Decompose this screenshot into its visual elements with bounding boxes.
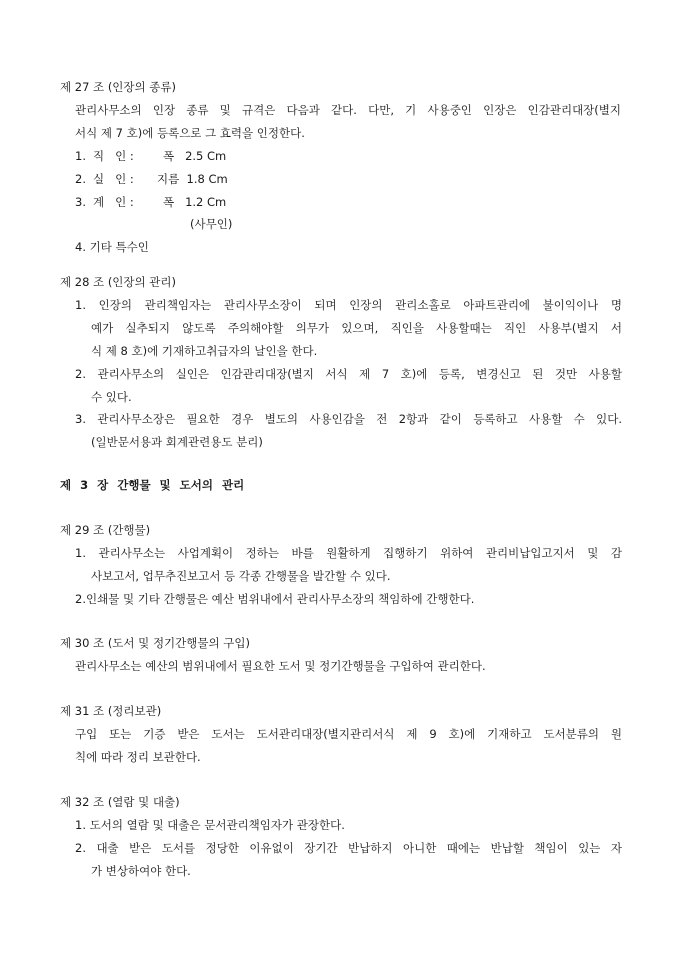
article-30-heading: 제 30 조 (도서 및 정기간행물의 구입): [60, 636, 250, 650]
article-32-item-2-line: 2. 대출 받은 도서를 정당한 이유없이 장기간 반납하지 아니한 때에는 반납할 책임이 있는 자: [75, 841, 622, 855]
article-32-item-1-line: 1. 도서의 열람 및 대출은 문서관리책임자가 관장한다.: [75, 818, 345, 832]
article-29-item-1-line: 1. 관리사무소는 사업계획이 정하는 바를 원활하게 집행하기 위하여 관리비납입고지서 및 감: [75, 546, 622, 560]
article-27-body-line: 서식 제 7 호)에 등록으로 그 효력을 인정한다.: [75, 126, 305, 140]
article-28-item-1-line: 식 제 8 호)에 기재하고취급자의 날인을 한다.: [91, 344, 318, 358]
article-28-item-1-line: 예가 실추되지 않도록 주의해야할 의무가 있으며, 직인을 사용할때는 직인 사용부(별지 서: [91, 321, 622, 335]
seal-name: 직 인 :: [93, 149, 134, 163]
item-number: 2.: [75, 172, 86, 186]
article-31-body-line: 칙에 따라 정리 보관한다.: [75, 750, 201, 764]
article-28-item-2-line: 수 있다.: [91, 390, 132, 404]
article-27-body-line: 관리사무소의 인장 종류 및 규격은 다음과 같다. 다만, 기 사용중인 인장은 인감관리대장(별지: [75, 103, 621, 117]
seal-size: 지름 1.8 Cm: [157, 172, 228, 186]
chapter-3-title: 제 3 장 간행물 및 도서의 관리: [60, 478, 245, 492]
seal-size: 폭 2.5 Cm: [163, 149, 227, 163]
article-28-item-2-line: 2. 관리사무소의 실인은 인감관리대장(별지 서식 제 7 호)에 등록, 변경신고 된 것만 사용할: [75, 367, 622, 381]
seal-name: 계 인 :: [93, 195, 134, 209]
item-number: 3.: [75, 195, 86, 209]
article-27-item-4: 4. 기타 특수인: [75, 240, 149, 254]
article-29-item-2-line: 2.인쇄물 및 기타 간행물은 예산 범위내에서 관리사무소장의 책임하에 간행한다.: [75, 592, 475, 606]
item-number: 1.: [75, 149, 86, 163]
article-28-heading: 제 28 조 (인장의 관리): [60, 275, 176, 289]
article-32-heading: 제 32 조 (열람 및 대출): [60, 795, 180, 809]
article-29-heading: 제 29 조 (간행물): [60, 523, 151, 537]
article-28-item-1-line: 1. 인장의 관리책임자는 관리사무소장이 되며 인장의 관리소홀로 아파트관리에 불이익이나 명: [75, 298, 622, 312]
article-32-item-2-line: 가 변상하여야 한다.: [91, 864, 191, 878]
article-30-body-line: 관리사무소는 예산의 범위내에서 필요한 도서 및 정기간행물을 구입하여 관리한다.: [75, 659, 486, 673]
article-31-heading: 제 31 조 (정리보관): [60, 704, 162, 718]
article-27-item-3-note: (사무인): [190, 217, 233, 231]
article-27-heading: 제 27 조 (인장의 종류): [60, 80, 176, 94]
article-28-item-3-line: 3. 관리사무소장은 필요한 경우 별도의 사용인감을 전 2항과 같이 등록하고 사용할 수 있다.: [75, 412, 622, 426]
seal-size: 폭 1.2 Cm: [163, 195, 227, 209]
seal-name: 실 인 :: [93, 172, 134, 186]
article-28-item-3-line: (일반문서용과 회계관련용도 분리): [91, 435, 263, 449]
article-31-body-line: 구입 또는 기증 받은 도서는 도서관리대장(별지관리서식 제 9 호)에 기재하고 도서분류의 원: [75, 727, 622, 741]
article-29-item-1-line: 사보고서, 업무추진보고서 등 각종 간행물을 발간할 수 있다.: [91, 569, 391, 583]
